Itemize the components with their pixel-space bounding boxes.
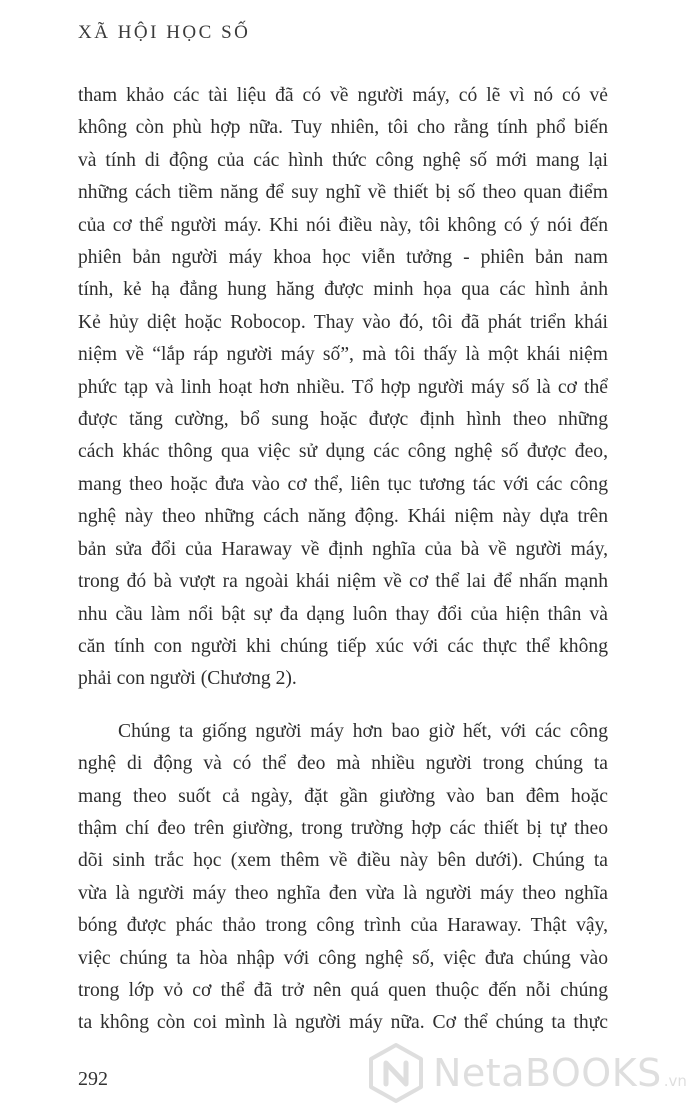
text-line: không còn phù hợp nữa. Tuy nhiên, tôi cho rằng tính phổ biến: [78, 117, 608, 139]
text-line: và tính di động của các hình thức công nghệ số mới mang lại: [78, 149, 608, 171]
text-line: tham khảo các tài liệu đã có về người máy, có lẽ vì nó có vẻ: [78, 85, 608, 106]
running-head: XÃ HỘI HỌC SỐ: [78, 22, 251, 43]
watermark-suffix: .vn: [663, 1072, 687, 1090]
text-line: tính, kẻ hạ đẳng hung hăng được minh họa qua các hình ảnh: [78, 279, 608, 301]
text-line: nhu cầu làm nổi bật sự đa dạng luôn thay đổi của hiện thân và: [78, 603, 608, 625]
text-line: dõi sinh trắc học (xem thêm về điều này bên dưới). Chúng ta: [78, 850, 608, 872]
text-line: nghệ di động và có thể đeo mà nhiều người trong chúng ta: [78, 753, 608, 775]
text-line: của cơ thể người máy. Khi nói điều này, tôi không có ý nói đến: [78, 214, 608, 236]
text-line: trong lớp vỏ cơ thể đã trở nên quá quen thuộc đến nỗi chúng: [78, 979, 608, 1001]
n-logo-icon: [365, 1042, 427, 1104]
text-line: việc chúng ta hòa nhập với công nghệ số, việc đưa chúng vào: [78, 947, 608, 969]
text-line: cách khác thông qua việc sử dụng các công nghệ số được đeo,: [78, 441, 608, 463]
text-line: phiên bản người máy khoa học viễn tưởng - phiên bản nam: [78, 247, 608, 269]
body-text: [78, 80, 608, 1040]
paragraph-1: [78, 80, 608, 696]
text-line: những cách tiềm năng để suy nghĩ về thiết bị số theo quan điểm: [78, 182, 608, 204]
paragraph-gap: [78, 696, 608, 716]
text-line: thậm chí đeo trên giường, trong trường hợp các thiết bị tự theo: [78, 817, 608, 839]
text-line: được tăng cường, bổ sung hoặc được định hình theo những: [78, 409, 608, 431]
text-line: phức tạp và linh hoạt hơn nhiều. Tổ hợp người máy số là cơ thể: [78, 376, 608, 398]
text-line: Kẻ hủy diệt hoặc Robocop. Thay vào đó, tôi đã phát triển khái: [78, 311, 608, 333]
text-line: căn tính con người khi chúng tiếp xúc với các thực thể không: [78, 635, 608, 657]
text-line: mang theo suốt cả ngày, đặt gần giường vào ban đêm hoặc: [78, 785, 608, 807]
text-line: vừa là người máy theo nghĩa đen vừa là người máy theo nghĩa: [78, 882, 608, 904]
text-line: trong đó bà vượt ra ngoài khái niệm về cơ thể lai để nhấn mạnh: [78, 571, 608, 593]
text-line: ta không còn coi mình là người máy nữa. Cơ thể chúng ta thực: [78, 1012, 608, 1034]
text-line: phải con người (Chương 2).: [78, 668, 297, 690]
text-line: bản sửa đổi của Haraway về định nghĩa của bà về người máy,: [78, 538, 608, 560]
text-line: bóng được phác thảo trong công trình của Haraway. Thật vậy,: [78, 915, 608, 937]
publisher-watermark: [365, 1042, 687, 1104]
paragraph-2: [78, 716, 608, 1040]
text-line: mang theo hoặc đưa vào cơ thể, liên tục tương tác với các công: [78, 473, 608, 495]
text-line: nghệ này theo những cách năng động. Khái niệm này dựa trên: [78, 506, 608, 528]
text-line: Chúng ta giống người máy hơn bao giờ hết, với các công: [118, 720, 608, 742]
text-line: niệm về “lắp ráp người máy số”, mà tôi thấy là một khái niệm: [78, 344, 608, 366]
page-number: 292: [78, 1068, 108, 1090]
watermark-text: NetaBOOKS: [433, 1051, 662, 1095]
